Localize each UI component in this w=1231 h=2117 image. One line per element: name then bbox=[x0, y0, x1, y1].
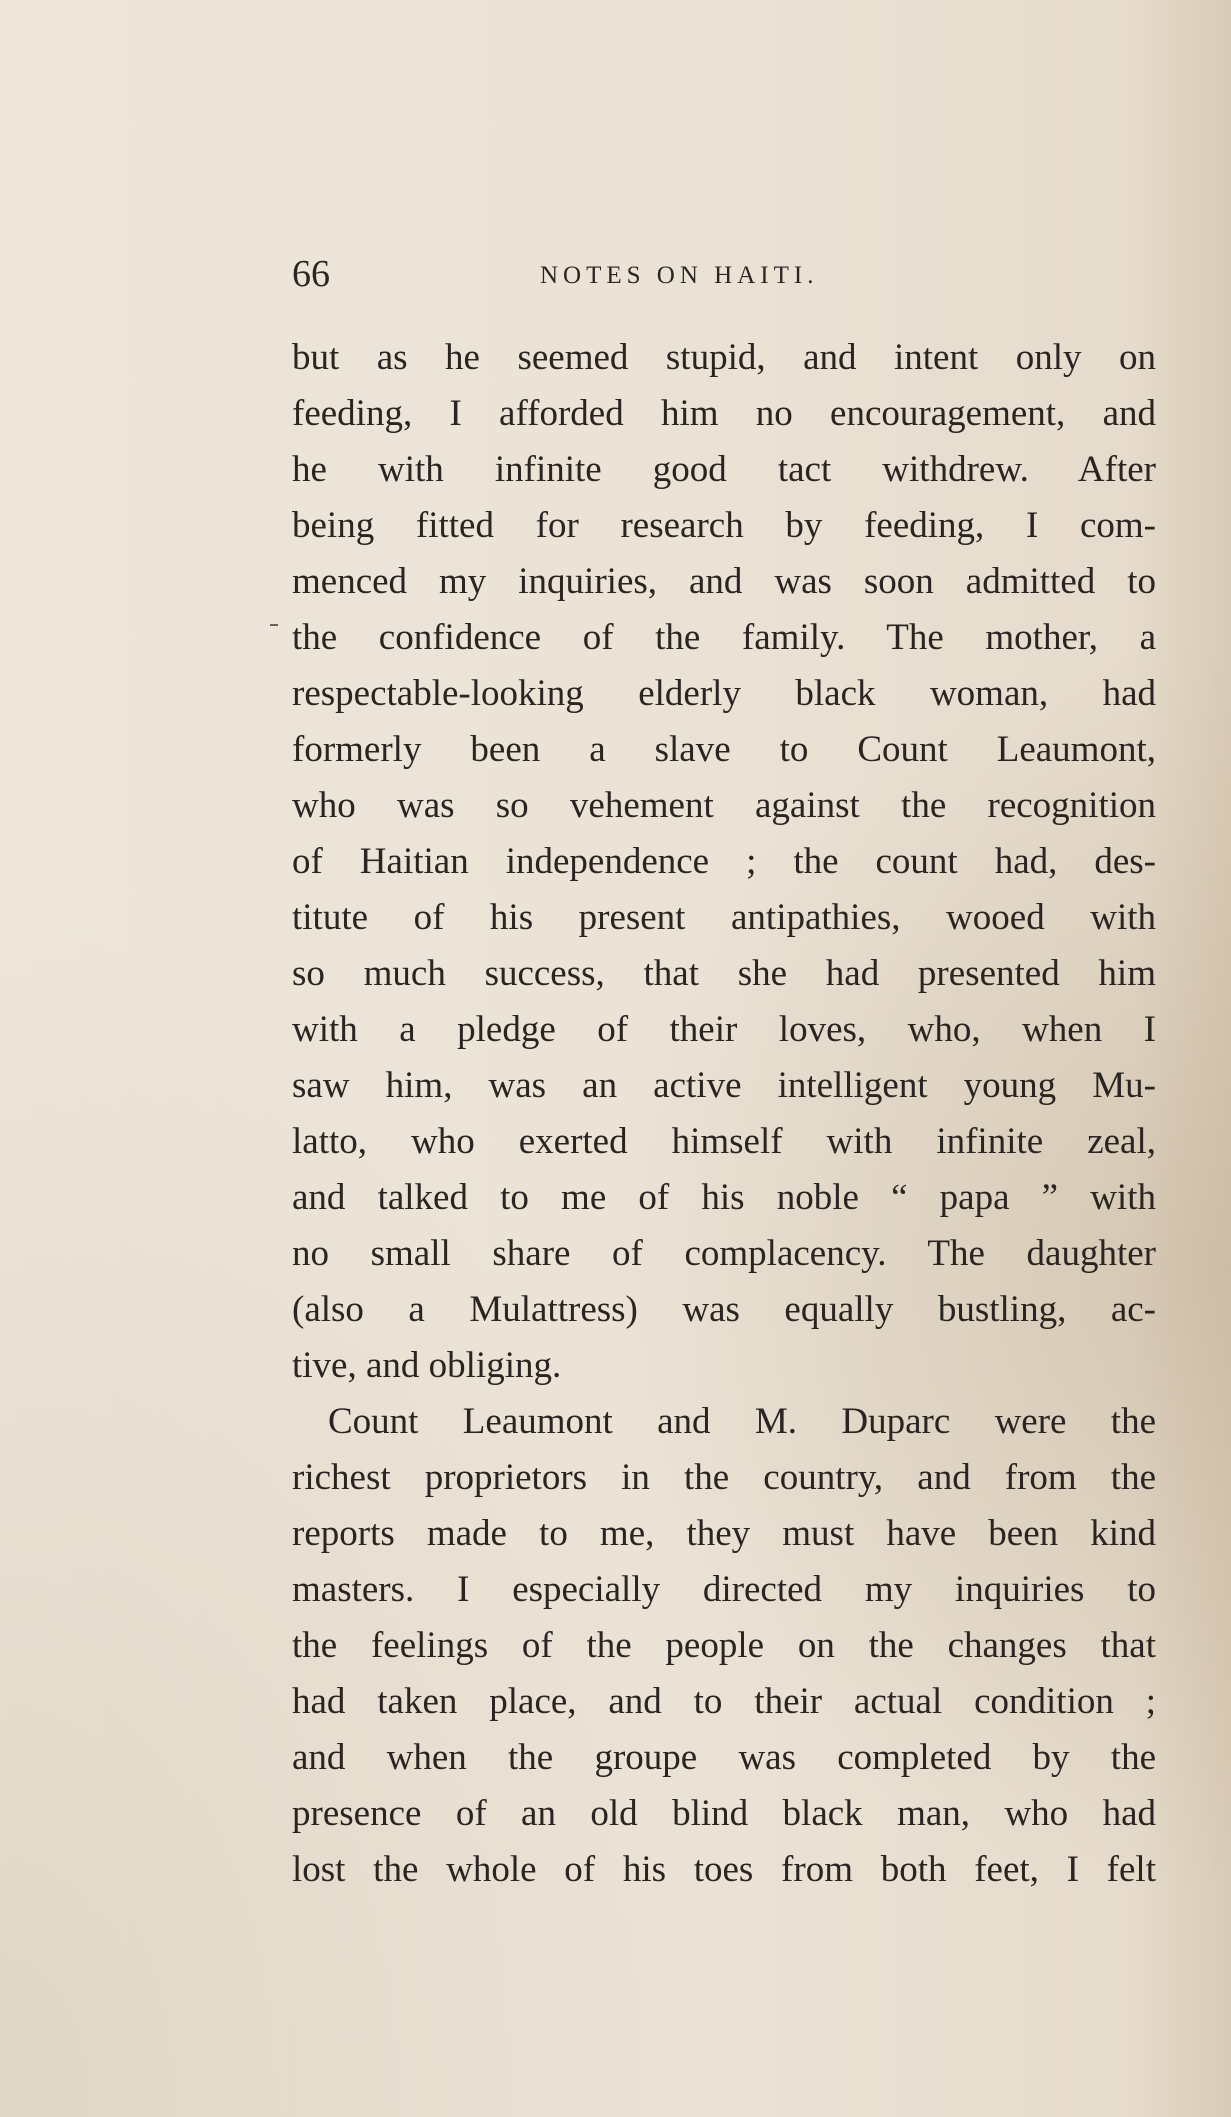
text-line: saw him, was an active intelligent young Mu- bbox=[292, 1065, 1156, 1106]
text-line: titute of his present antipathies, wooed with bbox=[292, 897, 1156, 938]
text-line: respectable-looking elderly black woman, had bbox=[292, 673, 1156, 714]
text-line: who was so vehement against the recognition bbox=[292, 785, 1156, 826]
text-line: no small share of complacency. The daughter bbox=[292, 1233, 1156, 1274]
text-line: with a pledge of their loves, who, when I bbox=[292, 1009, 1156, 1050]
text-line: lost the whole of his toes from both feet, I felt bbox=[292, 1849, 1156, 1890]
page-header bbox=[292, 250, 1156, 298]
text-line: of Haitian independence ; the count had, des- bbox=[292, 841, 1156, 882]
text-line: Count Leaumont and M. Duparc were the bbox=[328, 1401, 1156, 1442]
text-line: being fitted for research by feeding, I com- bbox=[292, 505, 1156, 546]
text-line: tive, and obliging. bbox=[292, 1345, 562, 1386]
text-line: had taken place, and to their actual condition ; bbox=[292, 1681, 1156, 1722]
margin-mark bbox=[270, 624, 278, 626]
text-line: presence of an old blind black man, who had bbox=[292, 1793, 1156, 1834]
text-line: the feelings of the people on the changes that bbox=[292, 1625, 1156, 1666]
text-line: he with infinite good tact withdrew. After bbox=[292, 449, 1156, 490]
text-line: but as he seemed stupid, and intent only on bbox=[292, 337, 1156, 378]
text-line: the confidence of the family. The mother, a bbox=[292, 617, 1156, 658]
text-line: menced my inquiries, and was soon admitted to bbox=[292, 561, 1156, 602]
text-line: (also a Mulattress) was equally bustling, ac- bbox=[292, 1289, 1156, 1330]
text-line: latto, who exerted himself with infinite zeal, bbox=[292, 1121, 1156, 1162]
text-line: and talked to me of his noble “ papa ” with bbox=[292, 1177, 1156, 1218]
text-line: masters. I especially directed my inquiries to bbox=[292, 1569, 1156, 1610]
text-line: so much success, that she had presented him bbox=[292, 953, 1156, 994]
text-line: formerly been a slave to Count Leaumont, bbox=[292, 729, 1156, 770]
page-number: 66 bbox=[292, 253, 330, 295]
text-line: reports made to me, they must have been kind bbox=[292, 1513, 1156, 1554]
text-line: and when the groupe was completed by the bbox=[292, 1737, 1156, 1778]
text-line: richest proprietors in the country, and from the bbox=[292, 1457, 1156, 1498]
body-text bbox=[292, 330, 1156, 1898]
running-title: NOTES ON HAITI. bbox=[540, 262, 819, 289]
text-line: feeding, I afforded him no encouragement, and bbox=[292, 393, 1156, 434]
